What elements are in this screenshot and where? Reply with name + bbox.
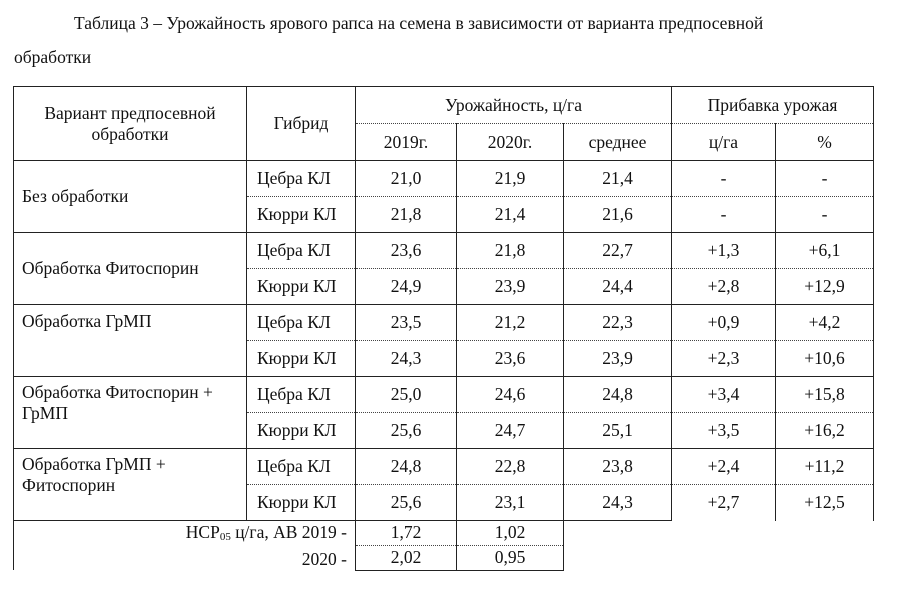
hybrid-cell: Кюрри КЛ	[247, 341, 356, 377]
yield-2019-cell: 21,8	[356, 197, 457, 233]
yield-2020-cell: 21,8	[457, 233, 564, 269]
increase-pct-cell: +10,6	[776, 341, 874, 377]
hybrid-cell: Кюрри КЛ	[247, 485, 356, 521]
hybrid-cell: Цебра КЛ	[247, 449, 356, 485]
yield-2019-cell: 25,6	[356, 485, 457, 521]
yield-2019-cell: 24,9	[356, 269, 457, 305]
yield-average-cell: 22,3	[564, 305, 672, 341]
caption-line-1: Таблица 3 – Урожайность ярового рапса на семена в зависимости от варианта предпосевной	[74, 13, 764, 33]
table-row	[14, 161, 874, 197]
variant-cell: Обработка Фитоспорин + ГрМП	[14, 377, 247, 449]
header-variant: Вариант предпосевной обработки	[14, 87, 247, 161]
variant-cell: Обработка ГрМП + Фитоспорин	[14, 449, 247, 521]
increase-pct-cell: -	[776, 161, 874, 197]
yield-2019-cell: 25,6	[356, 413, 457, 449]
hybrid-cell: Цебра КЛ	[247, 377, 356, 413]
table-row	[14, 449, 874, 485]
header-2019: 2019г.	[356, 124, 457, 161]
hybrid-cell: Кюрри КЛ	[247, 197, 356, 233]
ncr-label	[14, 521, 356, 571]
ncr-label-line2: 2020 -	[301, 549, 347, 569]
hybrid-cell: Цебра КЛ	[247, 161, 356, 197]
yield-2020-cell: 21,4	[457, 197, 564, 233]
yield-average-cell: 21,4	[564, 161, 672, 197]
increase-cha-cell: +2,8	[672, 269, 776, 305]
variant-cell: Обработка Фитоспорин	[14, 233, 247, 305]
header-yield: Урожайность, ц/га	[356, 87, 672, 124]
table-row	[14, 305, 874, 341]
hybrid-cell: Кюрри КЛ	[247, 413, 356, 449]
header-increase-pct: %	[776, 124, 874, 161]
increase-pct-cell: +12,5	[776, 485, 874, 521]
increase-pct-cell: +16,2	[776, 413, 874, 449]
yield-average-cell: 23,9	[564, 341, 672, 377]
yield-2020-cell: 21,2	[457, 305, 564, 341]
ncr-empty-cell	[672, 521, 776, 571]
increase-cha-cell: +3,4	[672, 377, 776, 413]
yield-average-cell: 24,8	[564, 377, 672, 413]
ncr-2019-a: 1,72	[356, 521, 457, 546]
increase-pct-cell: +4,2	[776, 305, 874, 341]
yield-average-cell: 24,4	[564, 269, 672, 305]
caption-line-2: обработки	[14, 47, 92, 67]
ncr-row	[14, 521, 874, 546]
table-caption	[14, 6, 904, 74]
yield-2019-cell: 21,0	[356, 161, 457, 197]
ncr-label-rest: ц/га, АВ 2019 -	[230, 522, 347, 542]
yield-2020-cell: 23,9	[457, 269, 564, 305]
increase-cha-cell: -	[672, 161, 776, 197]
increase-cha-cell: +2,3	[672, 341, 776, 377]
ncr-2019-b: 1,02	[457, 521, 564, 546]
increase-cha-cell: +1,3	[672, 233, 776, 269]
yield-2020-cell: 24,7	[457, 413, 564, 449]
ncr-empty-cell	[564, 521, 672, 571]
yield-2020-cell: 24,6	[457, 377, 564, 413]
ncr-2020-a: 2,02	[356, 545, 457, 570]
hybrid-cell: Цебра КЛ	[247, 233, 356, 269]
ncr-label-prefix: НСР	[185, 522, 220, 542]
yield-2019-cell: 25,0	[356, 377, 457, 413]
hybrid-cell: Кюрри КЛ	[247, 269, 356, 305]
ncr-empty-cell	[776, 521, 874, 571]
increase-pct-cell: +12,9	[776, 269, 874, 305]
yield-2019-cell: 23,6	[356, 233, 457, 269]
increase-pct-cell: +15,8	[776, 377, 874, 413]
header-increase: Прибавка урожая	[672, 87, 874, 124]
increase-cha-cell: +0,9	[672, 305, 776, 341]
increase-pct-cell: -	[776, 197, 874, 233]
variant-cell: Без обработки	[14, 161, 247, 233]
increase-cha-cell: -	[672, 197, 776, 233]
yield-2019-cell: 23,5	[356, 305, 457, 341]
increase-cha-cell: +2,4	[672, 449, 776, 485]
increase-cha-cell: +3,5	[672, 413, 776, 449]
yield-2020-cell: 23,6	[457, 341, 564, 377]
variant-cell: Обработка ГрМП	[14, 305, 247, 377]
yield-2019-cell: 24,3	[356, 341, 457, 377]
yield-average-cell: 24,3	[564, 485, 672, 521]
header-average: среднее	[564, 124, 672, 161]
yield-average-cell: 25,1	[564, 413, 672, 449]
ncr-2020-b: 0,95	[457, 545, 564, 570]
yield-table	[13, 86, 874, 571]
yield-average-cell: 22,7	[564, 233, 672, 269]
table-row	[14, 377, 874, 413]
ncr-label-sub: 05	[219, 531, 231, 543]
yield-average-cell: 23,8	[564, 449, 672, 485]
yield-2020-cell: 21,9	[457, 161, 564, 197]
header-2020: 2020г.	[457, 124, 564, 161]
increase-cha-cell: +2,7	[672, 485, 776, 521]
yield-2020-cell: 22,8	[457, 449, 564, 485]
hybrid-cell: Цебра КЛ	[247, 305, 356, 341]
increase-pct-cell: +11,2	[776, 449, 874, 485]
yield-2020-cell: 23,1	[457, 485, 564, 521]
header-increase-cha: ц/га	[672, 124, 776, 161]
yield-average-cell: 21,6	[564, 197, 672, 233]
increase-pct-cell: +6,1	[776, 233, 874, 269]
yield-2019-cell: 24,8	[356, 449, 457, 485]
table-row	[14, 233, 874, 269]
header-hybrid: Гибрид	[247, 87, 356, 161]
